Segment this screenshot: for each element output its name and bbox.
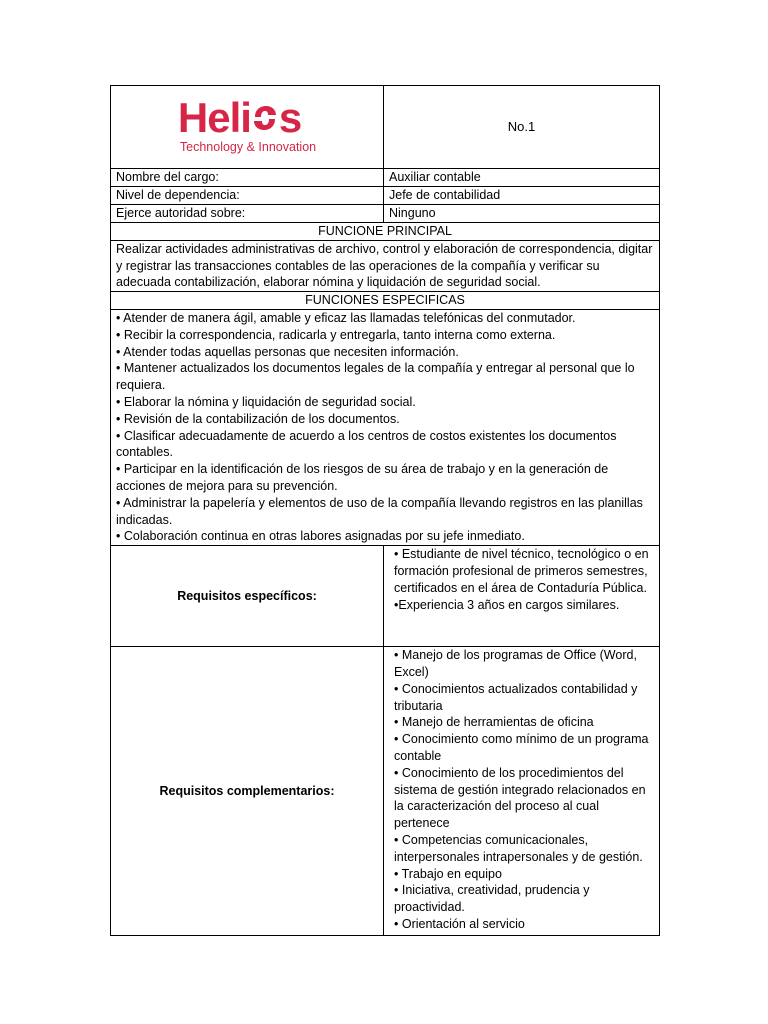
logo-subtitle: Technology & Innovation <box>179 140 317 155</box>
requisitos-especificos-label: Requisitos específicos: <box>111 546 384 647</box>
list-item: • Estudiante de nivel técnico, tecnológico o en formación profesional de primeros semestres, certificados en el área de Contaduría Pública. <box>394 547 649 595</box>
funcion-principal-text: Realizar actividades administrativas de archivo, control y elaboración de correspondencia, digitar y registrar las transacciones contables de las operaciones de la compañía y verificar su adecuada contabilización, elaborar nómina y liquidación de seguridad social. <box>111 240 660 291</box>
requisitos-especificos-cell <box>384 546 660 647</box>
funcion-principal-row <box>111 240 660 291</box>
document-number: No.1 <box>384 86 660 169</box>
list-item: •Experiencia 3 años en cargos similares. <box>394 597 620 612</box>
info-label: Nivel de dependencia: <box>111 187 384 205</box>
list-item: • Elaborar la nómina y liquidación de seguridad social. <box>116 394 416 409</box>
list-item: • Recibir la correspondencia, radicarla y entregarla, tanto interna como externa. <box>116 327 556 342</box>
requisitos-complementarios-cell <box>384 647 660 936</box>
list-item: • Mantener actualizados los documentos legales de la compañía y entregar al personal que lo requiera. <box>116 361 635 393</box>
list-item: • Administrar la papelería y elementos de uso de la compañía llevando registros en las planillas indicadas. <box>116 495 643 527</box>
funciones-especificas-row <box>111 309 660 545</box>
list-item: • Conocimiento de los procedimientos del sistema de gestión integrado relacionados en la caracterización del proceso al cual pertenece <box>394 765 646 831</box>
list-item: • Colaboración continua en otras labores asignadas por su jefe inmediato. <box>116 529 525 544</box>
list-item: • Orientación al servicio <box>394 916 525 931</box>
funciones-especificas-title-row <box>111 292 660 310</box>
requisitos-especificos-list <box>394 546 653 613</box>
list-item: • Clasificar adecuadamente de acuerdo a los centros de costos existentes los documentos contables. <box>116 428 617 460</box>
info-row-dependencia <box>111 187 660 205</box>
section-title: FUNCIONE PRINCIPAL <box>111 223 660 241</box>
list-item: • Conocimientos actualizados contabilidad y tributaria <box>394 681 638 713</box>
funciones-list <box>116 310 654 545</box>
logo-word-left: Heli <box>177 94 251 142</box>
funcion-principal-title-row <box>111 223 660 241</box>
list-item: • Atender todas aquellas personas que necesiten información. <box>116 344 459 359</box>
info-value: Jefe de contabilidad <box>384 187 660 205</box>
list-item: • Manejo de herramientas de oficina <box>394 715 594 730</box>
info-row-autoridad <box>111 205 660 223</box>
funciones-especificas-cell <box>111 309 660 545</box>
helios-logo <box>177 94 317 155</box>
list-item: • Atender de manera ágil, amable y eficaz las llamadas telefónicas del conmutador. <box>116 310 576 325</box>
info-value: Ninguno <box>384 205 660 223</box>
info-value: Auxiliar contable <box>384 169 660 187</box>
logo-word-right: s <box>278 94 302 142</box>
requisitos-complementarios-list <box>394 647 653 933</box>
list-item: • Trabajo en equipo <box>394 866 502 881</box>
requisitos-complementarios-label: Requisitos complementarios: <box>111 647 384 936</box>
logo-o-icon <box>252 104 278 132</box>
list-item: • Revisión de la contabilización de los documentos. <box>116 411 400 426</box>
requisitos-especificos-row <box>111 546 660 647</box>
header-row <box>111 86 660 169</box>
section-title: FUNCIONES ESPECIFICAS <box>111 292 660 310</box>
info-label: Ejerce autoridad sobre: <box>111 205 384 223</box>
requisitos-complementarios-row <box>111 647 660 936</box>
logo-cell <box>111 86 384 169</box>
list-item: • Conocimiento como mínimo de un programa contable <box>394 732 649 763</box>
job-description-table <box>110 85 660 936</box>
info-label: Nombre del cargo: <box>111 169 384 187</box>
list-item: • Participar en la identificación de los riesgos de su área de trabajo y en la generación de acciones de mejora para su prevención. <box>116 462 609 493</box>
info-row-cargo <box>111 169 660 187</box>
list-item: • Iniciativa, creatividad, prudencia y proactividad. <box>394 883 590 915</box>
list-item: • Manejo de los programas de Office (Word, Excel) <box>394 648 637 679</box>
list-item: • Competencias comunicacionales, interpersonales intrapersonales y de gestión. <box>394 832 643 864</box>
